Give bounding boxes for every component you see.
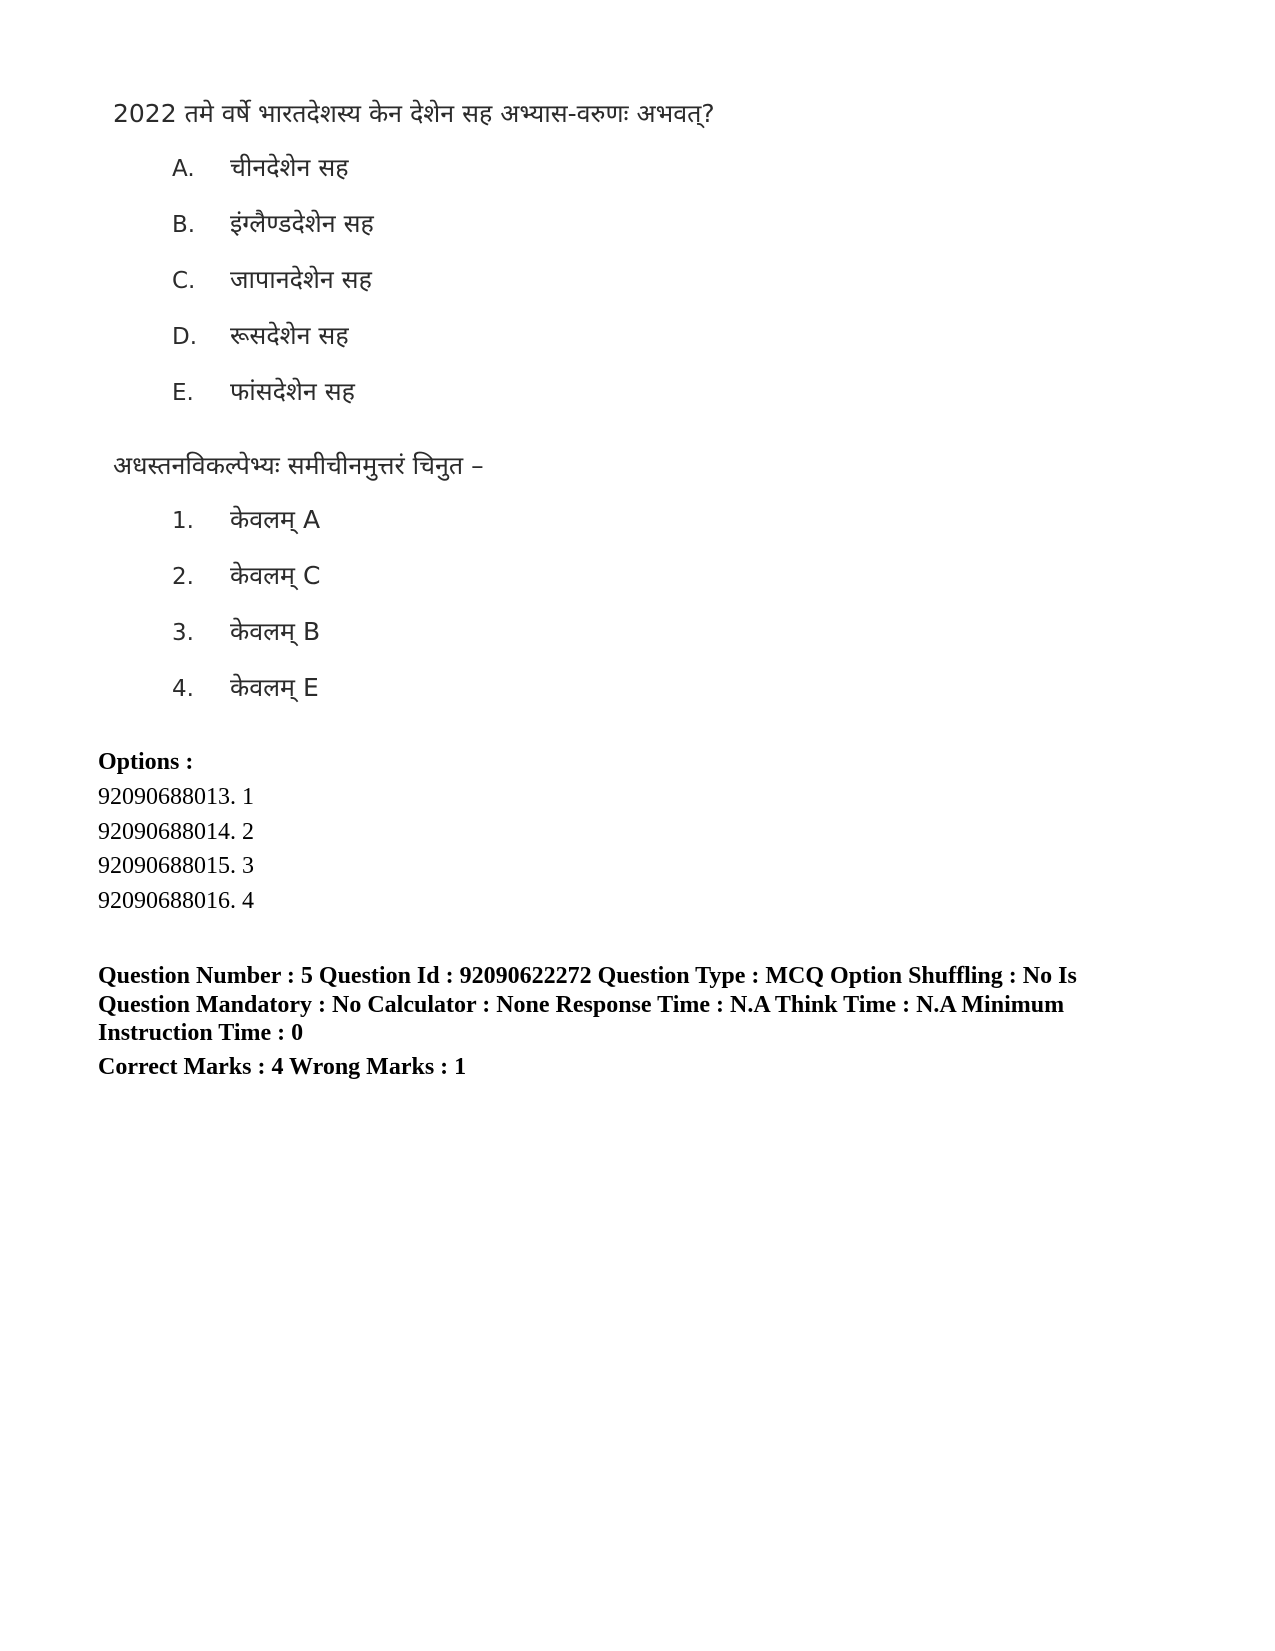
question-text: 2022 तमे वर्षे भारतदेशस्य केन देशेन सह अभ्यास-वरुणः अभवत्? bbox=[113, 99, 715, 128]
answer-3 bbox=[172, 614, 320, 651]
choice-b bbox=[172, 206, 374, 243]
option-line: 92090688013. 1 bbox=[98, 784, 254, 810]
question-metadata: Question Number : 5 Question Id : 92090622272 Question Type : MCQ Option Shuffling : No Is Question Mandatory : No Calculator : None Response Time : N.A Think Time : N.A Minimum Instruction Time : 0 bbox=[98, 963, 1077, 1046]
choice-text: फांसदेशेन सह bbox=[230, 377, 355, 406]
answer-text: केवलम् A bbox=[230, 505, 321, 534]
marks-line: Correct Marks : 4 Wrong Marks : 1 bbox=[98, 1054, 467, 1080]
choice-d bbox=[172, 318, 349, 355]
answer-4 bbox=[172, 670, 319, 707]
choice-text: रूसदेशेन सह bbox=[230, 321, 349, 350]
choice-label: D. bbox=[172, 324, 198, 350]
answer-text: केवलम् E bbox=[230, 673, 319, 702]
answer-label: 4. bbox=[172, 676, 194, 702]
option-line: 92090688016. 4 bbox=[98, 887, 254, 914]
answer-text: केवलम् B bbox=[230, 617, 321, 646]
choice-e bbox=[172, 374, 355, 411]
answer-1 bbox=[172, 502, 320, 539]
options-list bbox=[98, 780, 254, 918]
choice-c bbox=[172, 262, 372, 299]
options-heading: Options : bbox=[98, 749, 194, 775]
option-line: 92090688015. 3 bbox=[98, 853, 254, 879]
choice-label: E. bbox=[172, 380, 194, 406]
answer-text: केवलम् C bbox=[230, 561, 321, 590]
option-line: 92090688014. 2 bbox=[98, 818, 254, 845]
choice-text: इंग्लैण्डदेशेन सह bbox=[230, 209, 374, 238]
instruction-text: अधस्तनविकल्पेभ्यः समीचीनमुत्तरं चिनुत – bbox=[113, 451, 484, 480]
choice-text: चीनदेशेन सह bbox=[230, 153, 349, 182]
choice-label: C. bbox=[172, 268, 196, 294]
answer-label: 2. bbox=[172, 564, 194, 590]
choice-text: जापानदेशेन सह bbox=[230, 265, 372, 294]
question-image bbox=[0, 0, 1275, 740]
choice-label: A. bbox=[172, 156, 195, 182]
answer-2 bbox=[172, 558, 320, 595]
choice-a bbox=[172, 150, 349, 187]
answer-label: 1. bbox=[172, 508, 194, 534]
choice-label: B. bbox=[172, 212, 196, 238]
answer-label: 3. bbox=[172, 620, 194, 646]
